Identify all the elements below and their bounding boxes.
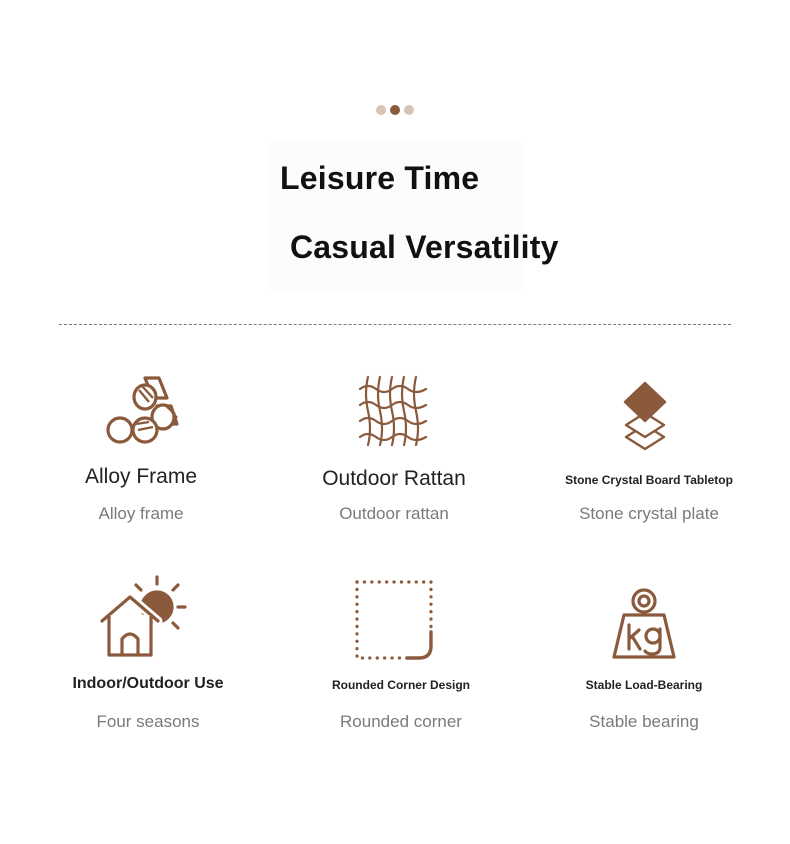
rattan-weave-icon [358,375,430,447]
page-title-line1: Leisure Time [280,160,480,196]
section-divider [59,324,731,325]
feature-subtitle: Stone crystal plate [579,504,719,523]
feature-title: Outdoor Rattan [322,467,466,490]
feature-title: Alloy Frame [84,465,198,488]
carousel-dot-active[interactable] [390,105,400,115]
feature-subtitle: Alloy frame [98,504,184,523]
alloy-frame-icon [105,372,185,448]
feature-title: Stable Load-Bearing [585,678,703,692]
feature-title: Indoor/Outdoor Use [72,675,224,692]
feature-stone-crystal [519,372,779,532]
feature-subtitle: Four seasons [96,712,200,731]
feature-alloy-frame [11,372,271,532]
feature-title: Stone Crystal Board Tabletop [565,473,733,487]
house-sun-icon [100,575,192,659]
carousel-dot[interactable] [376,105,386,115]
kg-weight-icon [610,587,680,663]
feature-indoor-outdoor [18,575,278,735]
feature-subtitle: Outdoor rattan [339,504,449,523]
feature-load-bearing [514,575,774,735]
rounded-corner-icon [353,576,437,664]
feature-subtitle: Stable bearing [589,712,699,731]
feature-outdoor-rattan [264,372,524,532]
carousel-dot[interactable] [404,105,414,115]
feature-title: Rounded Corner Design [331,678,470,692]
carousel-dots [376,105,414,115]
feature-subtitle: Rounded corner [340,712,462,731]
stone-layers-icon [620,381,670,457]
feature-rounded-corner [271,575,531,735]
page-title-line2: Casual Versatility [290,229,559,265]
